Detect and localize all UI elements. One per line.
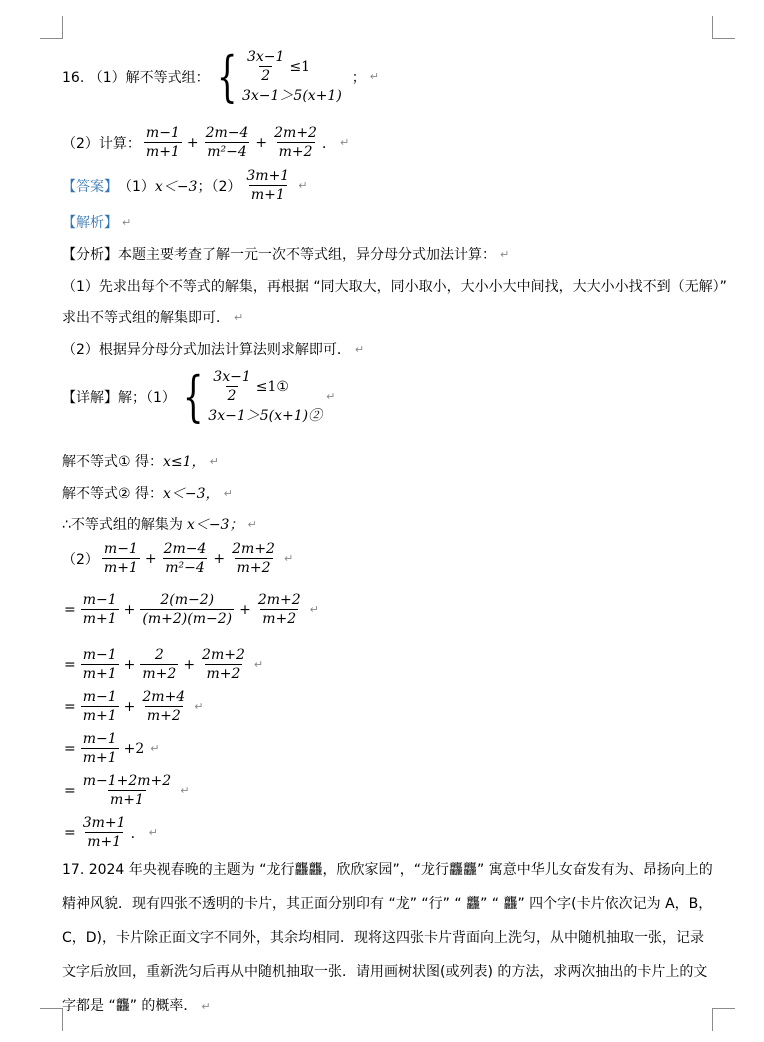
fraction-denominator: m+1 [87,834,122,850]
answer-separator: ；（2） [197,178,242,195]
solution-value: x＜−3， [163,486,220,502]
return-mark-icon: ↵ [148,826,158,839]
step-5 [62,772,189,809]
fraction-numerator: 2(m−2) [160,592,215,608]
fraction-numerator: m−1 [82,647,117,663]
solution-value: x＜−3； [186,517,244,533]
analysis-text-3: （2）根据异分母分式加法计算法则求解即可． [62,342,351,358]
q16-part2-label: （2）计算： [62,135,141,152]
fraction-denominator: m+2 [146,708,181,724]
ineq2: 3x−1＞5(x+1) [241,88,342,104]
plus-sign: + [213,550,226,567]
q16-part2: （2）计算： $\frac{m-1}{m+1}$ + $\frac{2m-4}{\text{m²−4}}$ + $\frac{2m+2}{m+2}$ ． ↵ [62,125,350,160]
return-mark-icon: ↵ [298,179,308,192]
ineq1-denominator: 2 [261,68,271,84]
plus-sign: + [123,656,136,673]
period: ． [130,825,145,842]
solution-text: 解不等式② 得： [62,486,164,502]
separator: ； [351,69,366,86]
plus-sign: + [239,601,251,618]
answer-tag: 【答案】 [62,178,118,195]
fraction-denominator: m+2 [262,611,297,627]
return-mark-icon: ↵ [326,390,336,403]
return-mark-icon: ↵ [339,136,350,149]
return-mark-icon: ↵ [234,310,244,324]
plus-sign: + [123,698,136,715]
return-mark-icon: ↵ [309,603,319,616]
fraction-numerator: 2m+2 [232,541,275,557]
ineq1-rhs: ≤1 [289,58,311,75]
fraction-denominator: m+1 [103,560,138,576]
inequality-system [210,44,342,108]
solution-line-2 [62,483,233,503]
answer-numerator: 3m+1 [246,168,290,184]
fraction-denominator: (m+2)(m−2) [142,611,233,627]
analysis-line3 [62,339,364,359]
brace-symbol: { [216,44,238,108]
analysis-line1 [62,276,727,296]
step-3 [62,688,203,725]
page-corner-mark [712,16,735,39]
fenxi-text: 【分析】本题主要考查了解一元一次不等式组，异分母分式加法计算： [62,247,496,263]
analysis-line2 [62,307,243,327]
fraction-numerator: 2m−4 [205,125,249,141]
return-mark-icon: ↵ [253,658,264,671]
return-mark-icon: ↵ [223,486,233,500]
q17-text: 17. 2024 年央视春晚的主题为 “龙行龘龘，欣欣家园”，“龙行龘龘” 寓意中华儿女奋发有为、昂扬向上的精神风貌．现有四张不透明的卡片，其正面分别印有 “龙” “行” “ 龘” “ 龘” 四个字(卡片依次记为 A，B，C，D)，卡片除正面文字不同外，其余均相同．现将这四张卡片背面向上洗匀，从中随机抽取一张，记录文字后放回，重新洗匀后再从中随机抽取一张．请用画树状图(或列表) 的方法，求两次抽出的卡片上的文字都是 “龘” 的概率． [62,862,713,1014]
plus-sign: + [183,656,196,673]
fraction-numerator: m−1 [82,731,117,747]
fraction-numerator: m−1 [82,689,117,705]
detail-label: 【详解】解；（1） [62,389,176,406]
q16-part1 [62,44,380,108]
page-corner-mark [712,1008,735,1031]
step-final [62,814,158,851]
fraction-denominator: m²−4 [207,144,247,160]
fraction-denominator: m+1 [145,144,180,160]
fraction-denominator: m+2 [278,144,313,160]
equals-sign: = [64,782,76,799]
return-mark-icon: ↵ [354,342,365,356]
return-mark-icon: ↵ [500,247,510,261]
return-mark-icon: ↵ [201,1000,211,1013]
equals-sign: = [64,601,76,618]
return-mark-icon: ↵ [209,454,219,468]
solution-line-3 [62,514,257,534]
plus-sign: + [123,601,136,618]
brace-symbol: { [182,364,204,428]
fraction-denominator: m+2 [236,560,271,576]
fraction-numerator: 2m−4 [163,541,207,557]
page-corner-mark [40,1008,63,1031]
step-0 [62,540,293,577]
analysis-text-1: （1）先求出每个不等式的解集，再根据 “同大取大，同小取小，大小小大中间找，大大小小找不到（无解）” [62,279,727,295]
fraction-numerator: m−1 [103,541,138,557]
ineq2: 3x−1＞5(x+1)② [208,408,323,424]
step-2 [62,646,263,683]
return-mark-icon: ↵ [194,700,204,713]
answer-part1-label: （1） [118,178,155,195]
return-mark-icon: ↵ [122,215,132,229]
fraction-denominator: m+2 [142,666,177,682]
equals-sign: = [64,656,76,673]
return-mark-icon: ↵ [369,70,380,83]
part2-label: （2） [62,551,99,568]
page-corner-mark [40,16,63,39]
return-mark-icon: ↵ [180,784,190,797]
ineq1-rhs: ≤1① [255,378,289,395]
fraction-numerator: 2m+2 [202,647,245,663]
fraction-denominator: m+1 [82,750,117,766]
equals-sign: = [64,824,76,841]
equals-sign: = [64,740,76,757]
answer-part1-value: x＜−3 [154,178,198,195]
solution-value: x≤1， [163,454,206,470]
analysis-tag-line [62,212,131,232]
ineq1-denominator: 2 [227,388,237,404]
plus-sign: + [144,550,157,567]
analysis-text-2: 求出不等式组的解集即可． [62,310,230,326]
plus-two: +2 [123,740,145,757]
inequality-system [176,364,323,428]
fraction-denominator: m²−4 [165,560,205,576]
equals-sign: = [64,698,76,715]
fraction-numerator: 2 [154,647,164,663]
detail-part1 [62,364,336,428]
ineq1-numerator: 3x−1 [213,369,251,385]
return-mark-icon: ↵ [150,742,160,755]
fenxi-line [62,244,509,264]
solution-text: ∴不等式组的解集为 [62,517,183,533]
fraction-numerator: 2m+2 [274,125,317,141]
return-mark-icon: ↵ [283,552,294,565]
period: ． [321,135,336,152]
fraction-denominator: m+1 [110,792,144,808]
fraction-denominator: m+1 [82,666,117,682]
answer-denominator: m+1 [250,187,285,203]
fraction-numerator: 3m+1 [82,815,126,831]
fraction-numerator: m−1 [145,125,180,141]
ineq1-numerator: 3x−1 [246,49,285,65]
step-1 [62,591,319,628]
return-mark-icon: ↵ [247,517,257,531]
fraction-numerator: 2m+2 [257,592,301,608]
answer-line [62,167,307,204]
fraction-denominator: m+2 [206,666,241,682]
fraction-numerator: 2m+4 [142,689,186,705]
fraction-numerator: m−1 [82,592,117,608]
fraction-denominator: m+1 [82,611,117,627]
analysis-tag: 【解析】 [62,215,118,231]
step-4 [62,730,160,767]
q16-part1-label: 16. （1）解不等式组： [62,69,210,86]
solution-text: 解不等式① 得： [62,454,164,470]
fraction-numerator: m−1+2m+2 [82,773,172,789]
fraction-denominator: m+1 [82,708,117,724]
solution-line-1 [62,451,219,471]
q17-paragraph [62,853,714,1024]
